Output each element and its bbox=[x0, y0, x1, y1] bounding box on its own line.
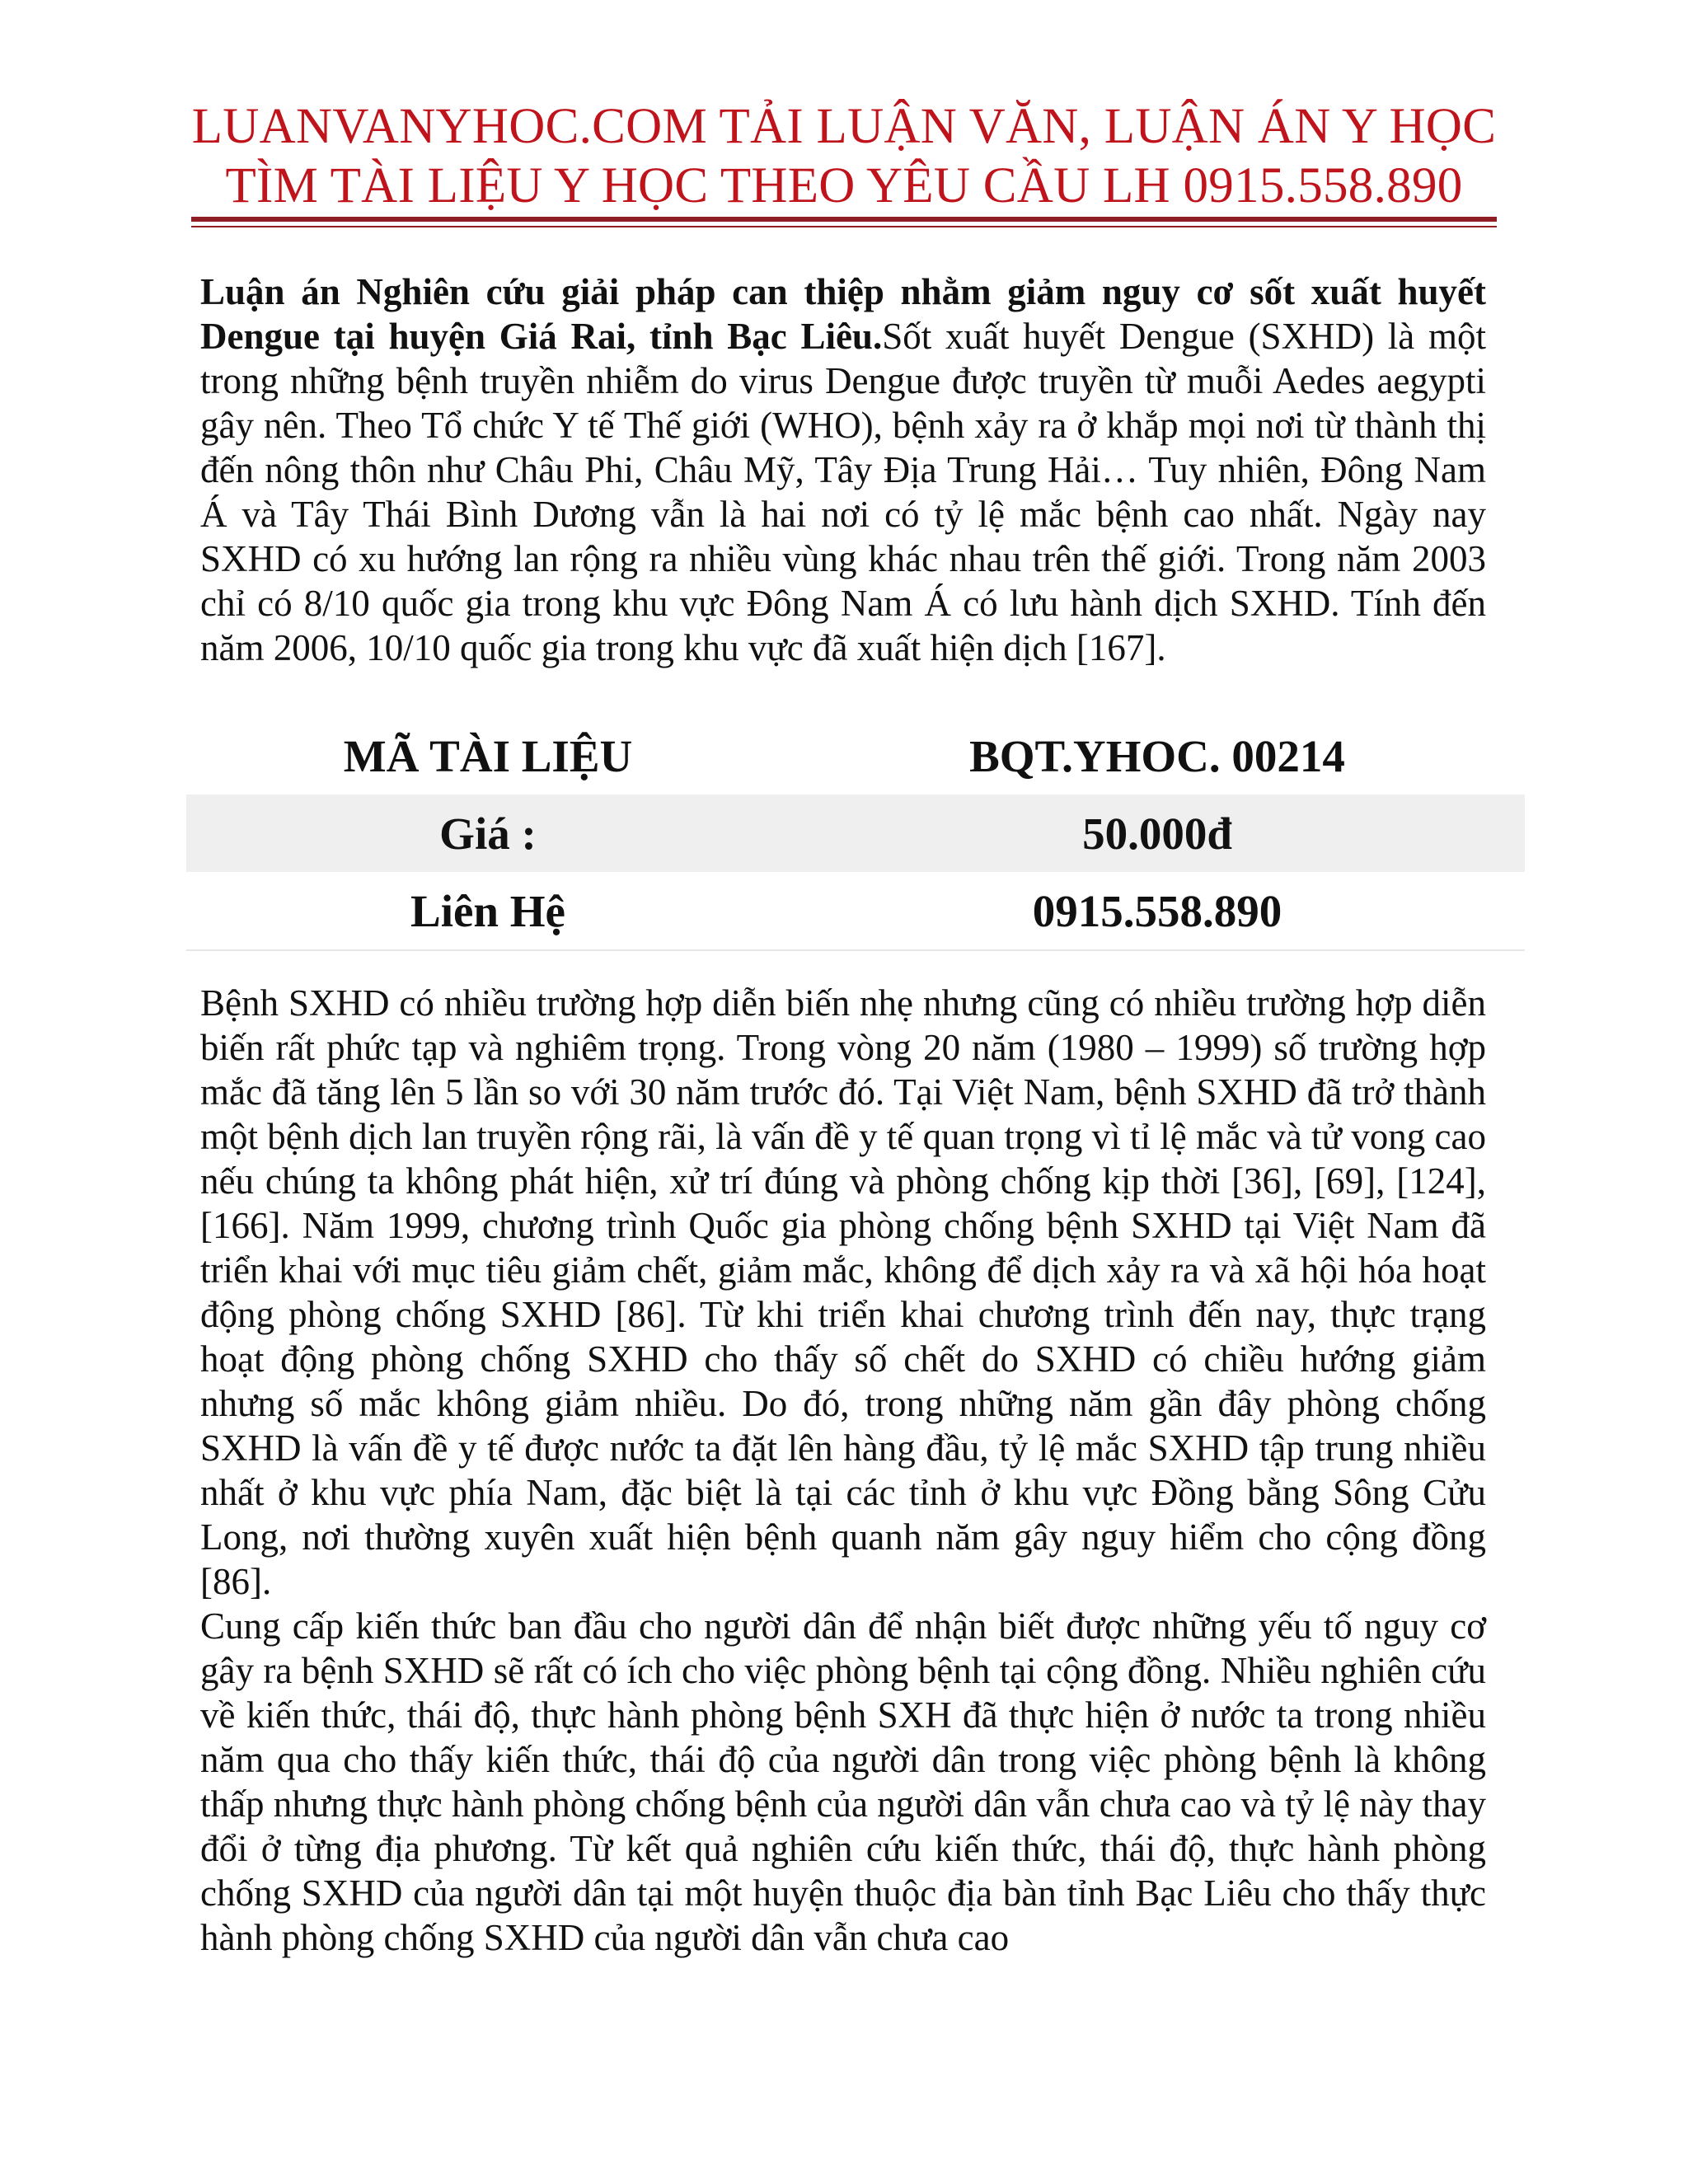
header-line-2: TÌM TÀI LIỆU Y HỌC THEO YÊU CẦU LH 0915.558.890 bbox=[225, 158, 1463, 213]
table-row bbox=[186, 794, 1525, 872]
contact-label: Liên Hệ bbox=[186, 872, 790, 950]
document-info-table bbox=[186, 717, 1525, 951]
doc-code-value: BQT.YHOC. 00214 bbox=[969, 730, 1345, 781]
contact-value: 0915.558.890 bbox=[790, 872, 1525, 950]
body-paragraph-1: Bệnh SXHD có nhiều trường hợp diễn biến nhẹ nhưng cũng có nhiều trường hợp diễn biến rất phức tạp và nghiêm trọng. Trong vòng 20 năm (1980 – 1999) số trường hợp mắc đã tăng lên 5 lần so với 30 năm trước đó. Tại Việt Nam, bệnh SXHD đã trở thành một bệnh dịch lan truyền rộng rãi, là vấn đề y tế quan trọng vì tỉ lệ mắc và tử vong cao nếu chúng ta không phát hiện, xử trí đúng và phòng chống kịp thời [36], [69], [124], [166]. Năm 1999, chương trình Quốc gia phòng chống bệnh SXHD tại Việt Nam đã triển khai với mục tiêu giảm chết, giảm mắc, không để dịch xảy ra và xã hội hóa hoạt động phòng chống SXHD [86]. Từ khi triển khai chương trình đến nay, thực trạng hoạt động phòng chống SXHD cho thấy số chết do SXHD có chiều hướng giảm nhưng số mắc không giảm nhiều. Do đó, trong những năm gần đây phòng chống SXHD là vấn đề y tế được nước ta đặt lên hàng đầu, tỷ lệ mắc SXHD tập trung nhiều nhất ở khu vực phía Nam, đặc biệt là tại các tỉnh ở khu vực Đồng bằng Sông Cửu Long, nơi thường xuyên xuất hiện bệnh quanh năm gây nguy hiểm cho cộng đồng [86]. bbox=[200, 982, 1486, 1602]
table-row bbox=[186, 717, 1525, 794]
intro-text: Sốt xuất huyết Dengue (SXHD) là một trong những bệnh truyền nhiễm do virus Dengue được truyền từ muỗi Aedes aegypti gây nên. Theo Tổ chức Y tế Thế giới (WHO), bệnh xảy ra ở khắp mọi nơi từ thành thị đến nông thôn như Châu Phi, Châu Mỹ, Tây Địa Trung Hải… Tuy nhiên, Đông Nam Á và Tây Thái Bình Dương vẫn là hai nơi có tỷ lệ mắc bệnh cao nhất. Ngày nay SXHD có xu hướng lan rộng ra nhiều vùng khác nhau trên thế giới. Trong năm 2003 chỉ có 8/10 quốc gia trong khu vực Đông Nam Á có lưu hành dịch SXHD. Tính đến năm 2006, 10/10 quốc gia trong khu vực đã xuất hiện dịch [167]. bbox=[200, 316, 1486, 668]
doc-code-label: MÃ TÀI LIỆU bbox=[343, 730, 633, 781]
price-value: 50.000đ bbox=[790, 794, 1525, 872]
header-divider-thin bbox=[191, 226, 1497, 227]
price-label: Giá : bbox=[186, 794, 790, 872]
body-paragraph-2: Cung cấp kiến thức ban đầu cho người dân để nhận biết được những yếu tố nguy cơ gây ra bệnh SXHD sẽ rất có ích cho việc phòng bệnh tại cộng đồng. Nhiều nghiên cứu về kiến thức, thái độ, thực hành phòng bệnh SXH đã thực hiện ở nước ta trong nhiều năm qua cho thấy kiến thức, thái độ của người dân trong việc phòng bệnh là không thấp nhưng thực hành phòng chống bệnh của người dân vẫn chưa cao và tỷ lệ này thay đổi ở từng địa phương. Từ kết quả nghiên cứu kiến thức, thái độ, thực hành phòng chống SXHD của người dân tại một huyện thuộc địa bàn tỉnh Bạc Liêu cho thấy thực hành phòng chống SXHD của người dân vẫn chưa cao bbox=[200, 1605, 1486, 1958]
header-line-1: LUANVANYHOC.COM TẢI LUẬN VĂN, LUẬN ÁN Y HỌC bbox=[191, 99, 1497, 154]
header-divider-thick bbox=[191, 217, 1497, 222]
site-header bbox=[190, 97, 1498, 216]
thesis-title: Luận án Nghiên cứu giải pháp can thiệp nhằm giảm nguy cơ sốt xuất huyết Dengue tại huyện Giá Rai, tỉnh Bạc Liêu. bbox=[200, 271, 1486, 357]
intro-paragraph bbox=[200, 269, 1486, 670]
table-row bbox=[186, 872, 1525, 950]
